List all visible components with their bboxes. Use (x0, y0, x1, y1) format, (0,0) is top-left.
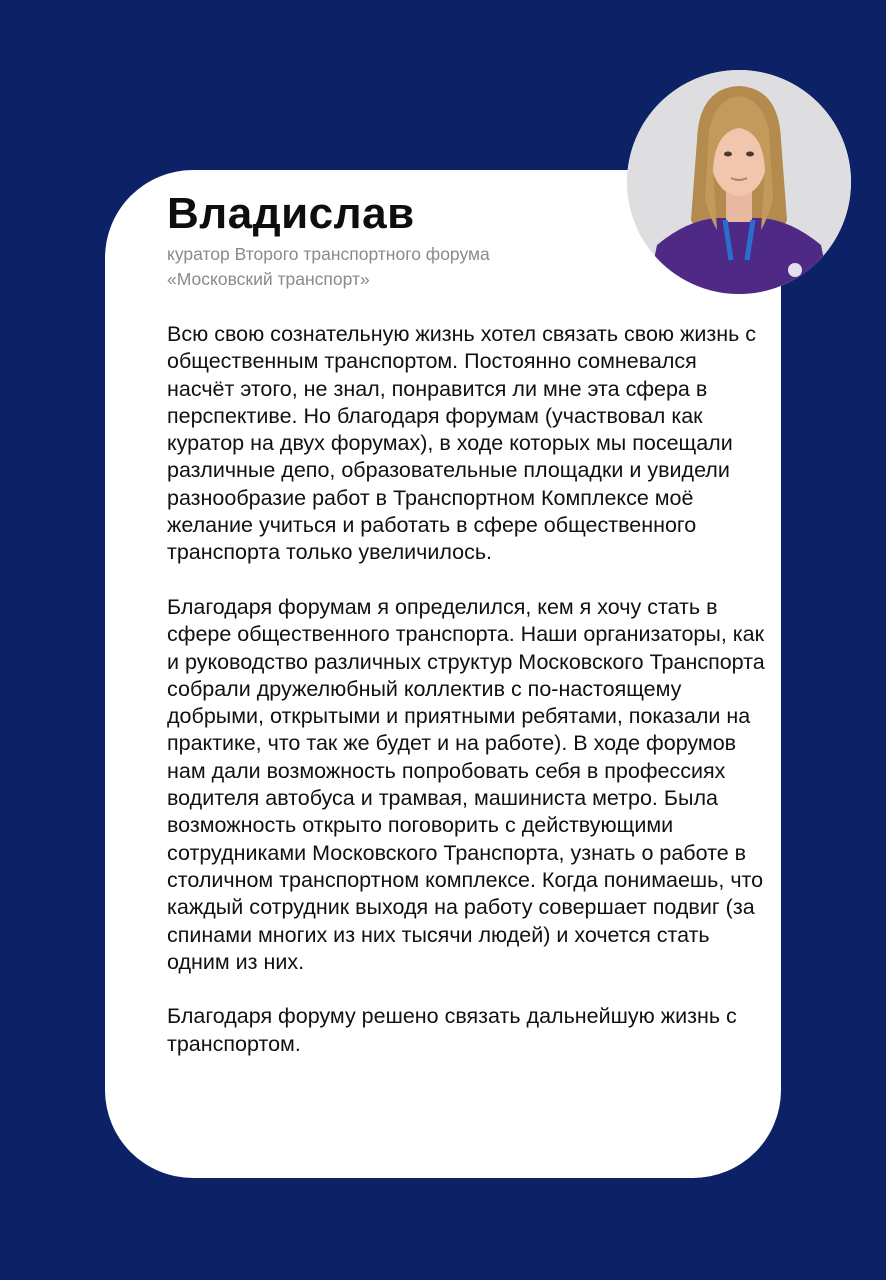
person-role (167, 242, 587, 292)
paragraph-1: Всю свою сознательную жизнь хотел связать свою жизнь с общественным транспортом. Постоянно сомневался насчёт этого, не знал, понравится ли мне эта сфера в перспективе. Но благодаря форумам (участвовал как куратор на двух форумах), в ходе которых мы посещали различные депо, образовательные площадки и увидели разнообразие работ в Транспортном Комплексе моё желание учиться и работать в сфере общественного транспорта только увеличилось. (167, 322, 757, 565)
role-line-2: «Московский транспорт» (167, 269, 370, 289)
role-line-1: куратор Второго транспортного форума (167, 244, 490, 264)
person-name: Владислав (167, 189, 415, 238)
avatar (627, 70, 851, 294)
testimonial-text (167, 321, 767, 1085)
paragraph-3: Благодаря форуму решено связать дальнейшую жизнь с транспортом. (167, 1004, 737, 1056)
paragraph-2: Благодаря форумам я определился, кем я хочу стать в сфере общественного транспорта. Наши организаторы, как и руководство различных структур Московского Транспорта собрали дружелюбный коллектив с по-настоящему добрыми, открытыми и приятными ребятами, показали на практике, что так же будет и на работе). В ходе форумов нам дали возможность попробовать себя в профессиях водителя автобуса и трамвая, машиниста метро. Была возможность открыто поговорить с действующими сотрудниками Московского Транспорта, узнать о работе в столичном транспортном комплексе. Когда понимаешь, что каждый сотрудник выходя на работу совершает подвиг (за спинами многих из них тысячи людей) и хочется стать одним из них. (167, 594, 765, 974)
person-portrait-icon (627, 70, 851, 294)
